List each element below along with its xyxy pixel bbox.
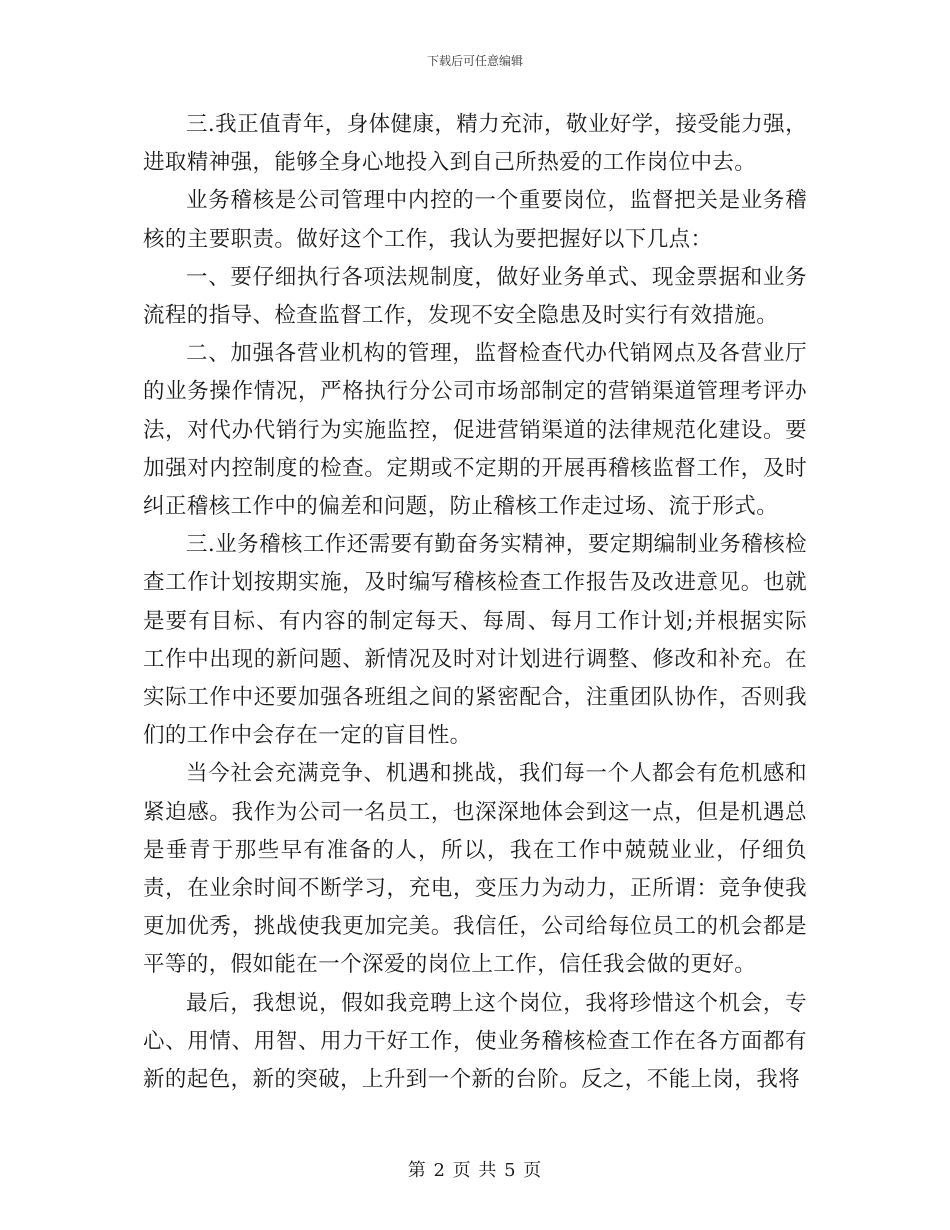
paragraph: 业务稽核是公司管理中内控的一个重要岗位，监督把关是业务稽核的主要职责。做好这个工作，我认为要把握好以下几点： [143,188,807,252]
paragraph: 一、要仔细执行各项法规制度，做好业务单式、现金票据和业务流程的指导、检查监督工作，发现不安全隐患及时实行有效措施。 [143,264,807,329]
paragraph: 最后，我想说，假如我竞聘上这个岗位，我将珍惜这个机会，专心、用情、用智、用力干好工作，使业务稽核检查工作在各方面都有新的起色，新的突破，上升到一个新的台阶。反之，不能上岗，我将 [143,990,807,1093]
paragraph: 三.业务稽核工作还需要有勤奋务实精神，要定期编制业务稽核检查工作计划按期实施，及时编写稽核检查工作报告及改进意见。也就是要有目标、有内容的制定每天、每周、每月工作计划;并根据实际工作中出现的新问题、新情况及时对计划进行调整、修改和补充。在实际工作中还要加强各班组之间的紧密配合，注重团队协作，否则我们的工作中会存在一定的盲目性。 [143,532,807,749]
paragraph: 当今社会充满竞争、机遇和挑战，我们每一个人都会有危机感和紧迫感。我作为公司一名员工，也深深地体会到这一点，但是机遇总是垂青于那些早有准备的人，所以，我在工作中兢兢业业，仔细负责，在业余时间不断学习，充电，变压力为动力，正所谓：竞争使我更加优秀，挑战使我更加完美。我信任，公司给每位员工的机会都是平等的，假如能在一个深爱的岗位上工作，信任我会做的更好。 [143,761,807,978]
document-body [143,106,807,1099]
paragraph: 二、加强各营业机构的管理，监督检查代办代销网点及各营业厅的业务操作情况，严格执行分公司市场部制定的营销渠道管理考评办法，对代办代销行为实施监控，促进营销渠道的法律规范化建设。要加强对内控制度的检查。定期或不定期的开展再稽核监督工作，及时纠正稽核工作中的偏差和问题，防止稽核工作走过场、流于形式。 [143,341,807,520]
header-note: 下载后可任意编辑 [426,54,523,68]
paragraph: 三.我正值青年，身体健康，精力充沛，敬业好学，接受能力强，进取精神强，能够全身心地投入到自己所热爱的工作岗位中去。 [143,112,807,176]
page-number-footer: 第 2 页 共 5 页 [407,1160,543,1181]
